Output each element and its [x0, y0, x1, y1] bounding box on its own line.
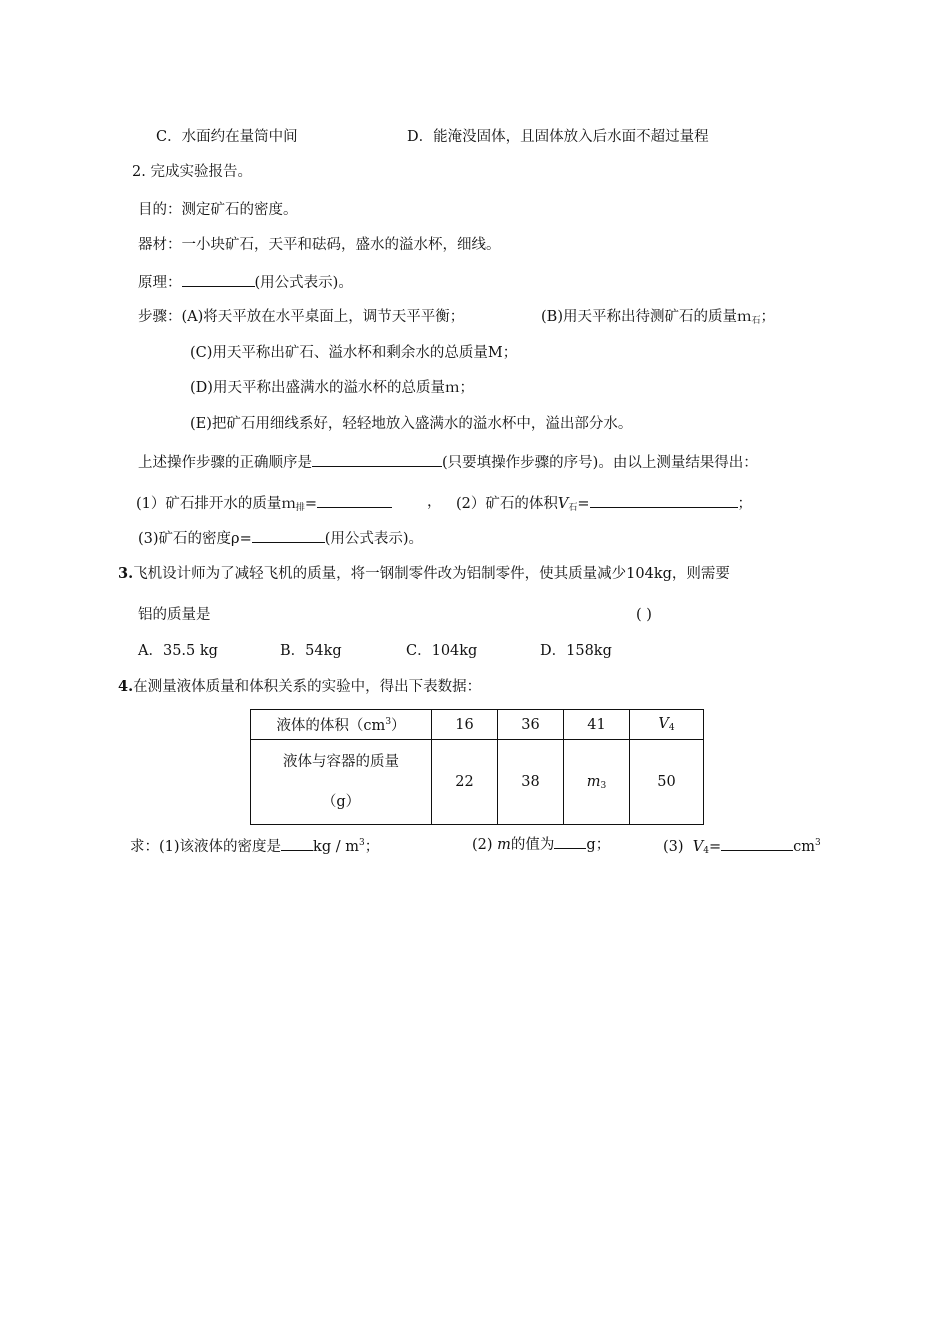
table-cell: 16: [432, 710, 498, 740]
q2-purpose: 目的：测定矿石的密度。: [138, 202, 298, 218]
q3-text2: 铝的质量是: [138, 607, 211, 623]
order-blank[interactable]: [312, 451, 442, 467]
q3-option-d: D．158kg: [540, 643, 612, 659]
table-cell: 41: [564, 710, 630, 740]
table-cell: 50: [630, 740, 704, 825]
v4-answer-blank[interactable]: [721, 835, 793, 851]
q3-answer-paren: ( ): [636, 607, 652, 623]
q4-text: 4.在测量液体质量和体积关系的实验中，得出下表数据：: [118, 678, 482, 695]
volume-blank[interactable]: [590, 492, 738, 508]
q2-comma: ，: [427, 494, 442, 510]
principle-blank[interactable]: [182, 271, 255, 287]
density-answer-blank[interactable]: [281, 835, 313, 851]
step-d: (D)用天平称出盛满水的溢水杯的总质量ｍ；: [190, 380, 474, 396]
q2-principle: [138, 271, 353, 293]
q2-density-line: (3)矿石的密度ρ= (用公式表示)。: [138, 527, 423, 549]
q2-mass-line: (1）矿石排开水的质量ｍ$_排$=: [136, 492, 392, 518]
step-c: (C)用天平称出矿石、溢水杯和剩余水的总质量M；: [190, 345, 518, 361]
q4-ask-2: (2) m的值为 g；: [472, 833, 610, 855]
q1-option-c: C．水面约在量筒中间: [156, 129, 298, 145]
density-blank[interactable]: [252, 527, 325, 543]
m-answer-blank[interactable]: [554, 833, 586, 849]
q3-option-b: B．54kg: [280, 643, 342, 659]
row1-label: 液体的体积$(cm^3)$: [251, 710, 432, 740]
q4-ask-1: 求：(1)该液体的密度是 kg / $m^3$；: [130, 833, 379, 857]
q2-equipment: 器材：一小块矿石，天平和砝码，盛水的溢水杯，细线。: [138, 237, 501, 253]
q2-title: 2. 完成实验报告。: [132, 164, 252, 180]
table-cell: 22: [432, 740, 498, 825]
table-cell: 36: [498, 710, 564, 740]
table-row: [251, 710, 704, 740]
q2-order: 上述操作步骤的正确顺序是 (只要填操作步骤的序号)。由以上测量结果得出：: [138, 451, 758, 473]
table-cell: 38: [498, 740, 564, 825]
q3-option-c: C．104kg: [406, 643, 478, 659]
q3-option-a: A．35.5 kg: [138, 643, 218, 659]
mass-blank[interactable]: [317, 492, 392, 508]
row2-label: 液体与容器的质量 （g）: [251, 740, 432, 825]
table-row: [251, 740, 704, 825]
step-a: (A)将天平放在水平桌面上，调节天平平衡；: [181, 309, 465, 325]
q3-text: 3.飞机设计师为了减轻飞机的质量，将一钢制零件改为铝制零件，使其质量减少104kg，则需要: [118, 565, 730, 582]
q2-steps-line: [138, 307, 464, 327]
steps-label: 步骤：: [138, 309, 182, 325]
q4-ask-3: (3) $V_4= cm^3$: [663, 833, 821, 861]
principle-label: 原理：: [138, 275, 182, 291]
step-e: (E)把矿石用细线系好，轻轻地放入盛满水的溢水杯中，溢出部分水。: [190, 416, 633, 432]
step-b: (B)用天平称出待测矿石的质量ｍ$_石$；: [541, 309, 775, 326]
principle-note: (用公式表示)。: [254, 275, 353, 291]
table-cell: $V_4$: [630, 710, 704, 740]
q1-option-d: D．能淹没固体，且固体放入后水面不超过量程: [407, 129, 709, 145]
q2-volume-line: (2）矿石的体积$V_石=$ ；: [456, 492, 752, 518]
table-cell: $m_3$: [564, 740, 630, 825]
data-table: [250, 709, 704, 825]
